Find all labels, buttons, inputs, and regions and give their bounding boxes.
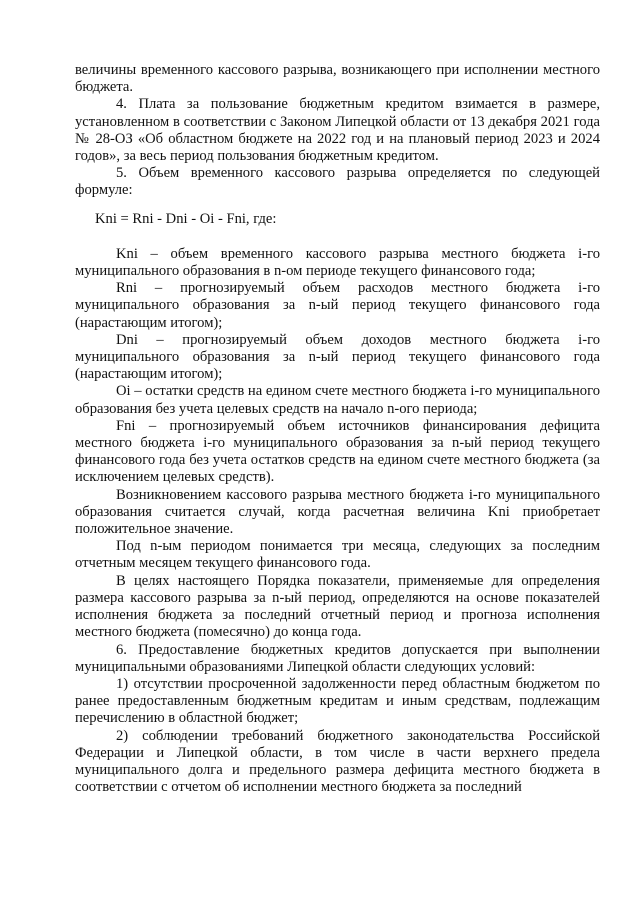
paragraph-continuation: величины временного кассового разрыва, возникающего при исполнении местного бюджета. [75,62,600,96]
paragraph-item-6: 6. Предоставление бюджетных кредитов допускается при выполнении муниципальными образованиями Липецкой области следующих условий: [75,641,600,675]
definition-kni: Kni – объем временного кассового разрыва местного бюджета i-го муниципального образования в n-ом периоде текущего финансового года; [75,245,600,280]
condition-2: 2) соблюдении требований бюджетного законодательства Российской Федерации и Липецкой области, в том числе в части верхнего предела муниципального долга и предельного размера дефицита местного бюджета в соответствии с отчетом об исполнении местного бюджета за последний [75,727,600,796]
definition-rni: Rni – прогнозируемый объем расходов местного бюджета i-го муниципального образования за n-ый период текущего финансового года (нарастающим итогом); [75,280,600,331]
paragraph-n-period: Под n-ым периодом понимается три месяца, следующих за последним отчетным месяцем текущего финансового года. [75,538,600,572]
formula: Kni = Rni - Dni - Oi - Fni, где: [95,210,277,227]
paragraph-gap-occurrence: Возникновением кассового разрыва местного бюджета i-го муниципального образования считается случай, когда расчетная величина Kni приобретает положительное значение. [75,486,600,538]
paragraph-item-5: 5. Объем временного кассового разрыва определяется по следующей формуле: [75,165,600,199]
definition-oi: Oi – остатки средств на едином счете местного бюджета i-го муниципального образования без учета целевых средств на начало n-ого периода; [75,383,600,417]
paragraph-indicators: В целях настоящего Порядка показатели, применяемые для определения размера кассового разрыва за n-ый период, определяются на основе показателей исполнения бюджета за последний отчетный период и прогноза исполнения местного бюджета (помесячно) до конца года. [75,572,600,641]
paragraph-item-4: 4. Плата за пользование бюджетным кредитом взимается в размере, установленном в соответствии с Законом Липецкой области от 13 декабря 2021 года № 28-ОЗ «Об областном бюджете на 2022 год и на плановый период 2023 и 2024 годов», за весь период пользования бюджетным кредитом. [75,96,600,165]
document-page [75,62,600,796]
condition-1: 1) отсутствии просроченной задолженности перед областным бюджетом по ранее предоставленным бюджетным кредитам и иным средствам, подлежащим перечислению в областной бюджет; [75,675,600,727]
definition-fni: Fni – прогнозируемый объем источников финансирования дефицита местного бюджета i-го муниципального образования за n-ый период текущего финансового года без учета остатков средств на едином счете местного бюджета (за исключением целевых средств). [75,417,600,486]
definition-dni: Dni – прогнозируемый объем доходов местного бюджета i-го муниципального образования за n-ый период текущего финансового года (нарастающим итогом); [75,331,600,383]
